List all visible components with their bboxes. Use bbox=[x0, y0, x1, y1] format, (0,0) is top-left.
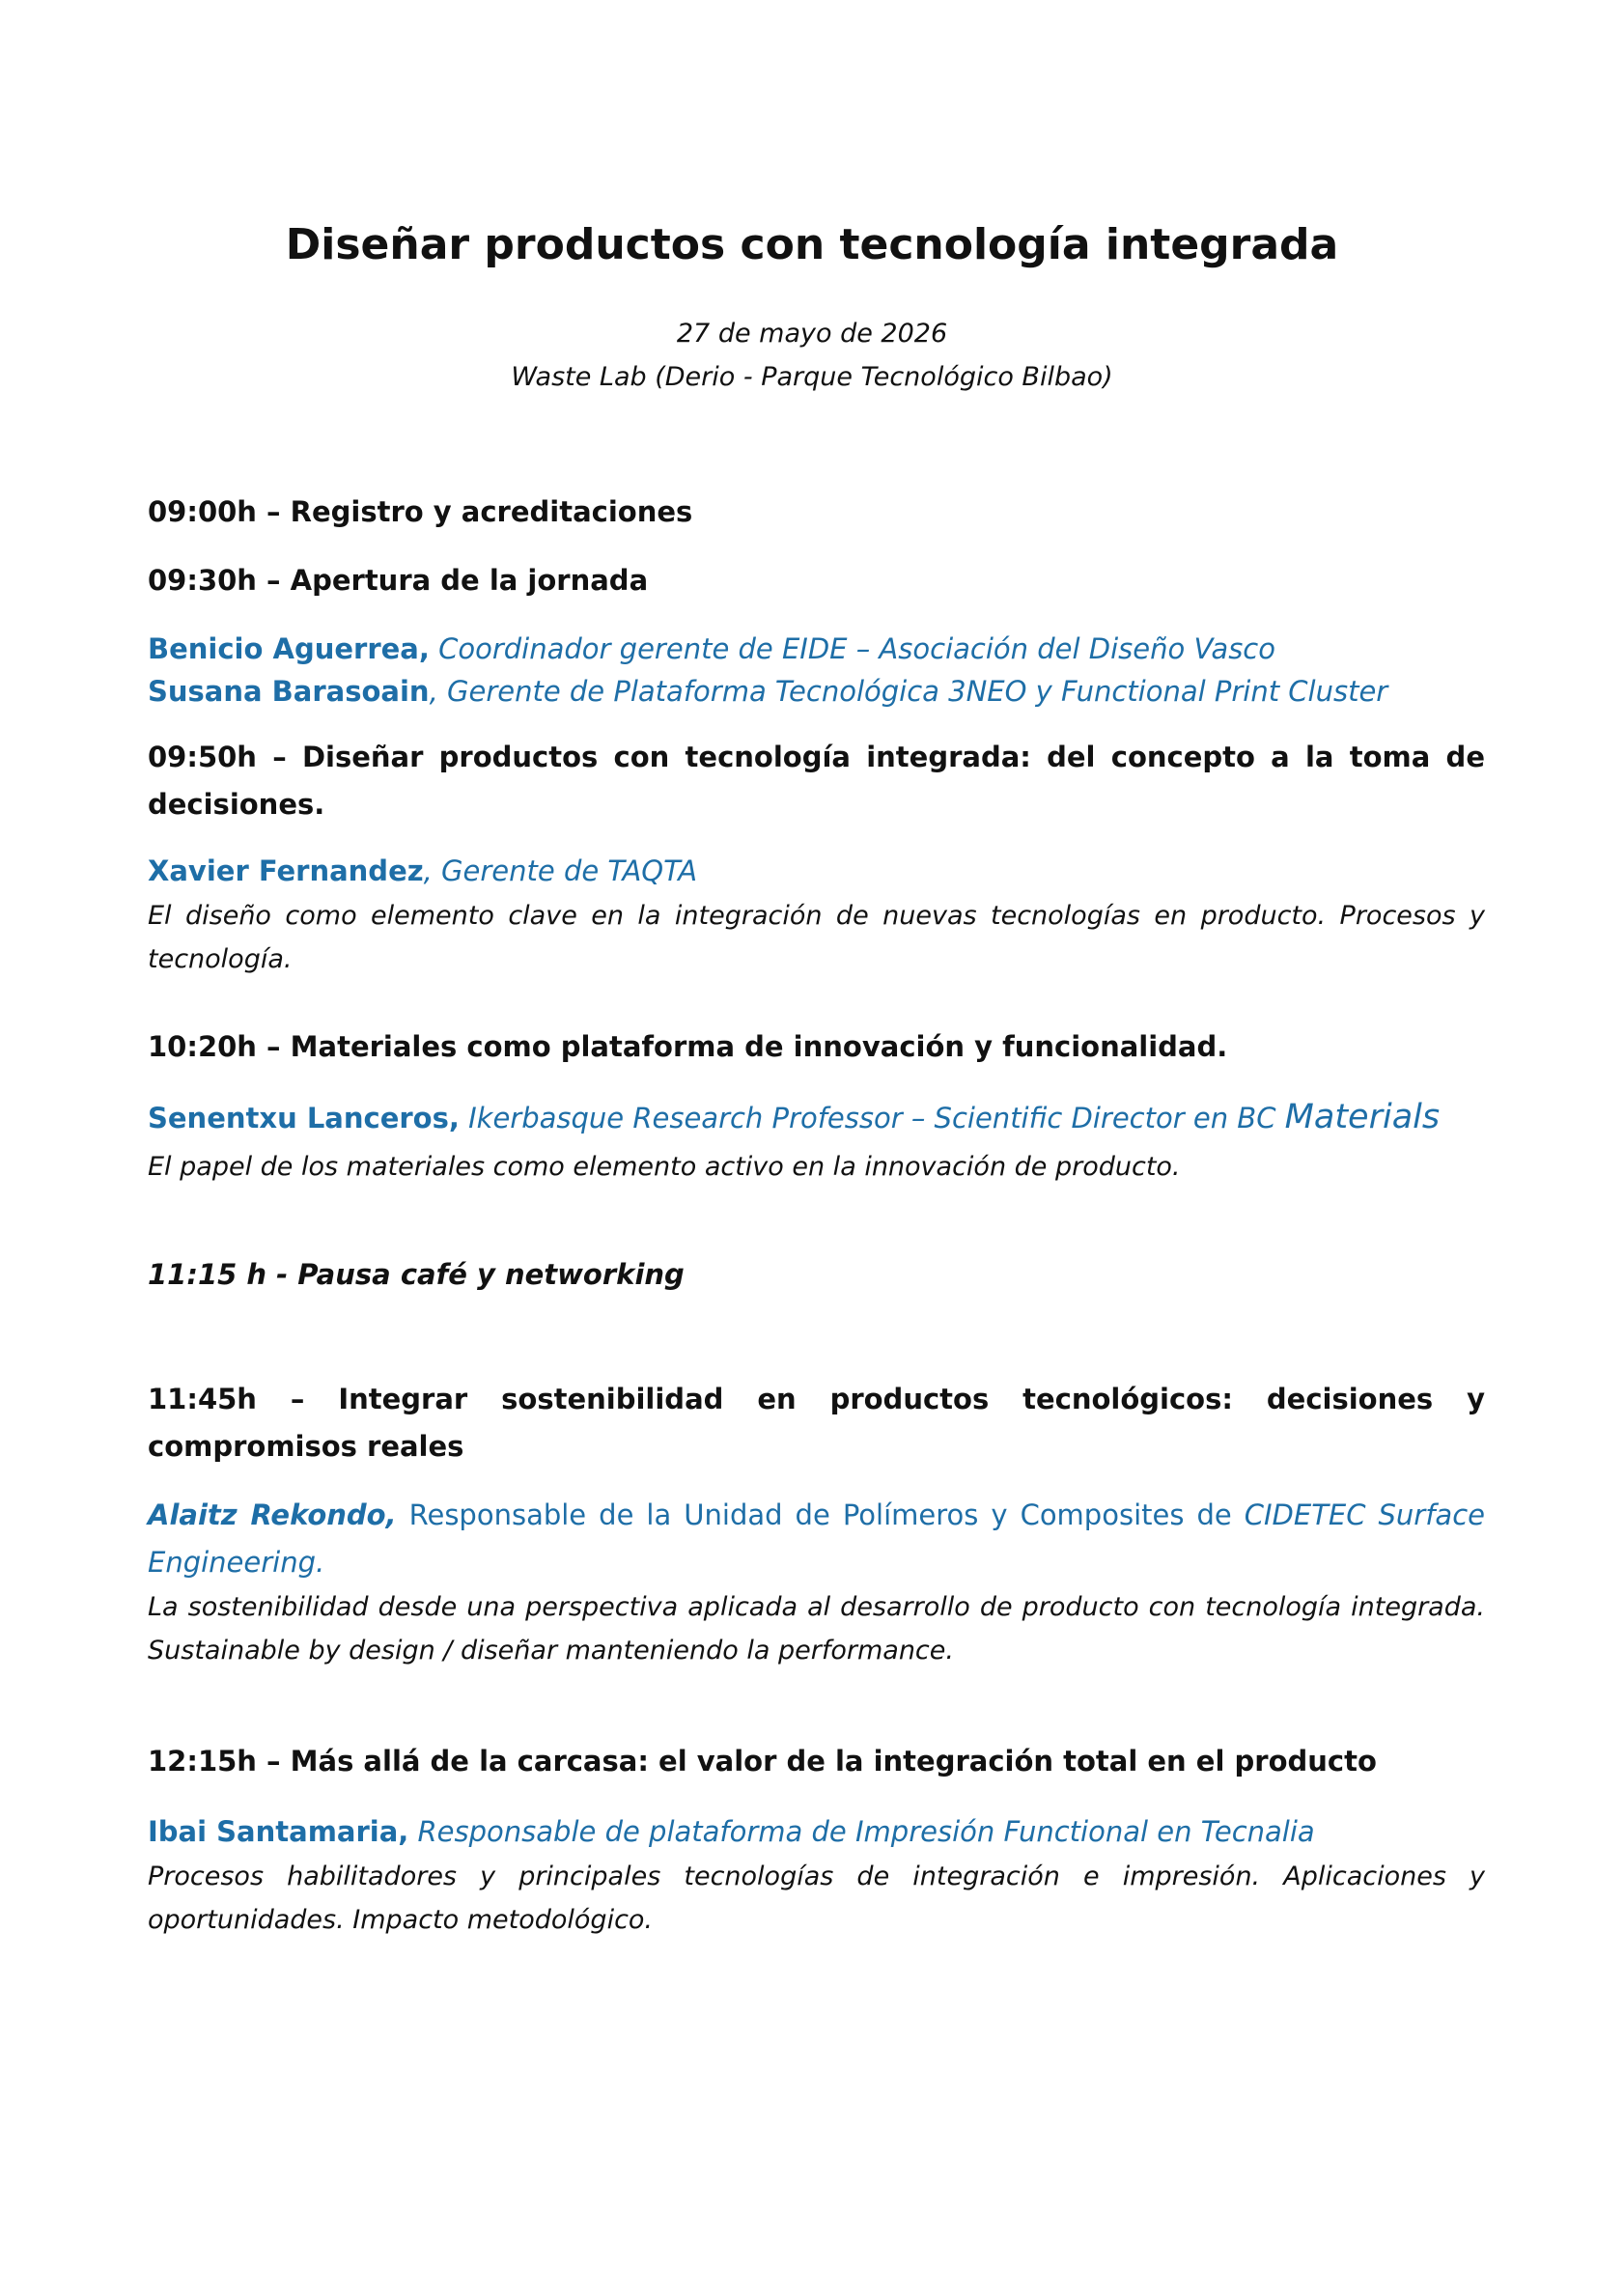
session-description: El diseño como elemento clave en la integración de nuevas tecnologías en producto. Procesos y tecnología. bbox=[148, 901, 1485, 974]
agenda-heading-disenar: 09:50h – Diseñar productos con tecnología integrada: del concepto a la toma de decisiones. bbox=[148, 741, 1485, 821]
speaker-line bbox=[148, 628, 1485, 670]
document-title: Diseñar productos con tecnología integrada bbox=[285, 220, 1339, 269]
speaker-name: Xavier Fernandez bbox=[148, 854, 424, 887]
speaker-role: , Gerente de Plataforma Tecnológica 3NEO y Functional Print Cluster bbox=[429, 675, 1388, 708]
speaker-name: Senentxu Lanceros, bbox=[148, 1102, 460, 1134]
session-description: La sostenibilidad desde una perspectiva aplicada al desarrollo de producto con tecnología integrada. Sustainable by design / diseñar manteniendo la performance. bbox=[148, 1592, 1485, 1666]
speaker-line bbox=[148, 1492, 1485, 1586]
speaker-role: Responsable de la Unidad de Polímeros y Composites de bbox=[396, 1498, 1245, 1531]
session-description: El papel de los materiales como elemento activo en la innovación de producto. bbox=[148, 1152, 1181, 1182]
speaker-line bbox=[148, 1810, 1485, 1853]
agenda-heading-apertura: 09:30h – Apertura de la jornada bbox=[148, 564, 649, 597]
speaker-role: Responsable de plataforma de Impresión Functional en Tecnalia bbox=[408, 1815, 1315, 1848]
speaker-role: , Gerente de TAQTA bbox=[423, 854, 698, 887]
speaker-line bbox=[148, 850, 1485, 892]
agenda-heading-registro: 09:00h – Registro y acreditaciones bbox=[148, 495, 693, 528]
event-venue: Waste Lab (Derio - Parque Tecnológico Bilbao) bbox=[511, 362, 1113, 392]
agenda-heading-pausa: 11:15 h - Pausa café y networking bbox=[148, 1258, 685, 1291]
speaker-org: CIDETEC Surface Engineering. bbox=[148, 1498, 1485, 1579]
speaker-role: Ikerbasque Research Professor – Scientific Director en BC bbox=[459, 1102, 1285, 1134]
agenda-heading-carcasa: 12:15h – Más allá de la carcasa: el valor de la integración total en el producto bbox=[148, 1745, 1377, 1778]
speaker-line bbox=[148, 670, 1485, 713]
speaker-role: Coordinador gerente de EIDE – Asociación del Diseño Vasco bbox=[429, 632, 1275, 665]
session-description: Procesos habilitadores y principales tecnologías de integración e impresión. Aplicaciones y oportunidades. Impacto metodológico. bbox=[148, 1862, 1485, 1935]
apertura-speakers bbox=[148, 628, 1485, 713]
speaker-line bbox=[148, 1096, 1485, 1139]
speaker-role-end: Materials bbox=[1284, 1098, 1441, 1136]
speaker-name: Benicio Aguerrea, bbox=[148, 632, 430, 665]
speaker-name: Ibai Santamaria, bbox=[148, 1815, 409, 1848]
agenda-heading-materiales: 10:20h – Materiales como plataforma de innovación y funcionalidad. bbox=[148, 1030, 1228, 1063]
event-date: 27 de mayo de 2026 bbox=[676, 319, 948, 349]
agenda-heading-sostenibilidad: 11:45h – Integrar sostenibilidad en productos tecnológicos: decisiones y compromisos reales bbox=[148, 1383, 1485, 1463]
speaker-name: Susana Barasoain bbox=[148, 675, 430, 708]
speaker-name: Alaitz Rekondo, bbox=[148, 1498, 397, 1531]
